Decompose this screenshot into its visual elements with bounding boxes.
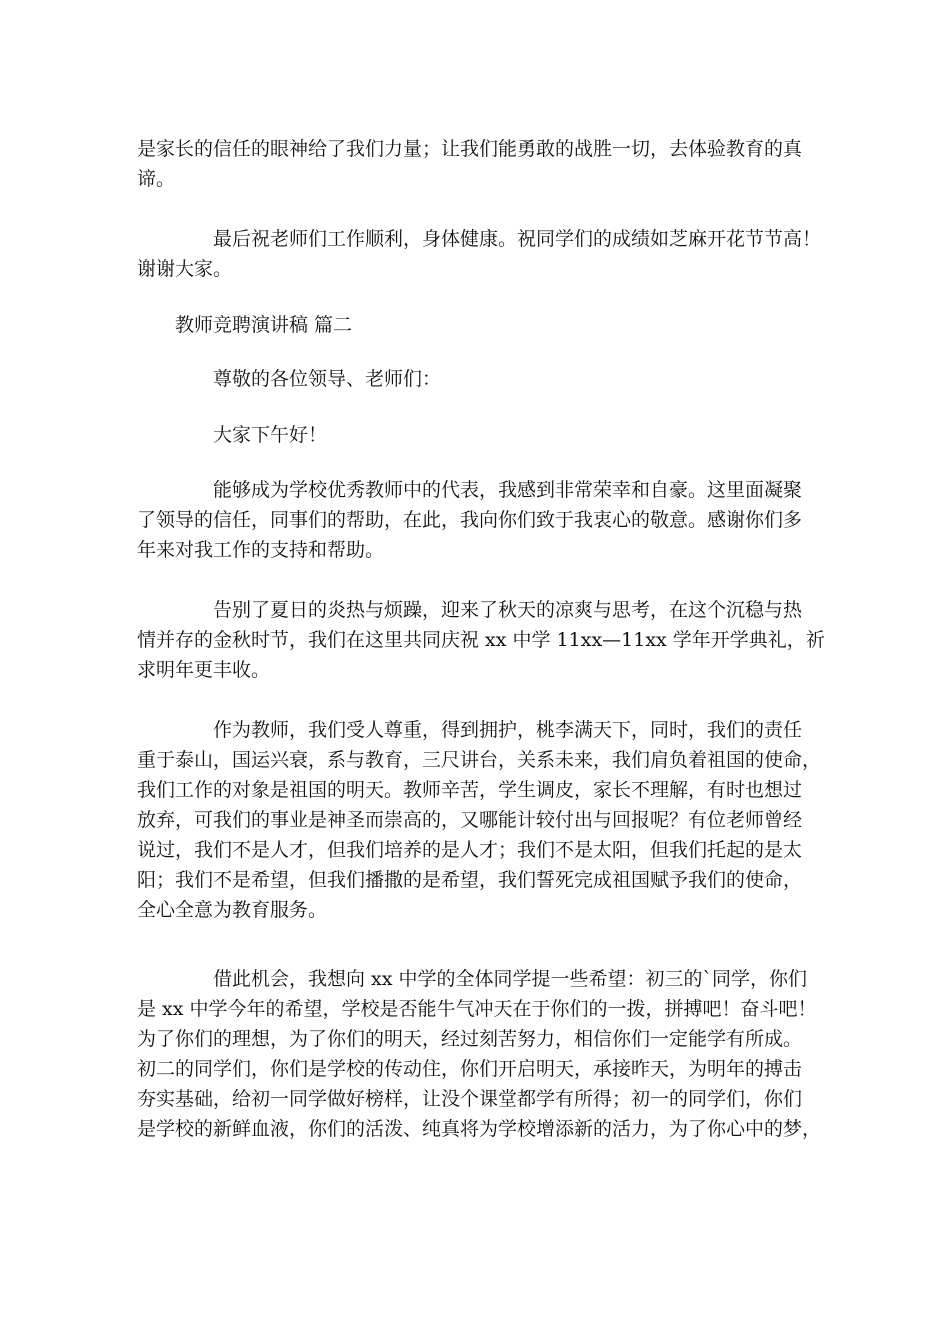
section-heading [137, 310, 817, 340]
text-line: 我们工作的对象是祖国的明天。教师辛苦，学生调皮，家长不理解，有时也想过 [137, 779, 803, 801]
paragraph-greeting [137, 420, 817, 450]
paragraph-student-hopes [137, 964, 822, 1144]
paragraph-salutation [137, 364, 817, 394]
text-line: 情并存的金秋时节，我们在这里共同庆祝 xx 中学 11xx—11xx 学年开学典礼，祈 [137, 629, 825, 651]
text-line: 尊敬的各位领导、老师们： [213, 368, 442, 390]
text-line: 年来对我工作的支持和帮助。 [137, 539, 385, 561]
text-line: 初二的同学们，你们是学校的传动住，你们开启明天，承接昨天，为明年的搏击 [137, 1058, 803, 1080]
text-line: 借此机会，我想向 xx 中学的全体同学提一些希望：初三的`同学，你们 [213, 968, 808, 990]
text-line: 能够成为学校优秀教师中的代表，我感到非常荣幸和自豪。这里面凝聚 [213, 479, 803, 501]
text-line: 为了你们的理想，为了你们的明天，经过刻苦努力，相信你们一定能学有所成。 [137, 1028, 803, 1050]
text-line: 谢谢大家。 [137, 258, 233, 280]
text-line: 重于泰山，国运兴衰，系与教育，三尺讲台，关系未来，我们肩负着祖国的使命， [137, 749, 822, 771]
text-line: 夯实基础，给初一同学做好榜样，让没个课堂都学有所得；初一的同学们，你们 [137, 1088, 803, 1110]
text-line: 最后祝老师们工作顺利，身体健康。祝同学们的成绩如芝麻开花节节高！ [213, 228, 822, 250]
text-line: 谛。 [137, 168, 176, 190]
text-line: 告别了夏日的炎热与烦躁，迎来了秋天的凉爽与思考，在这个沉稳与热 [213, 599, 803, 621]
paragraph-closing-thanks [137, 134, 817, 194]
text-line: 是家长的信任的眼神给了我们力量；让我们能勇敢的战胜一切，去体验教育的真 [137, 138, 803, 160]
paragraph-closing-wishes [137, 224, 822, 284]
text-line: 求明年更丰收。 [137, 659, 271, 681]
text-line: 了领导的信任，同事们的帮助，在此，我向你们致于我衷心的敬意。感谢你们多 [137, 509, 803, 531]
text-line: 是 xx 中学今年的希望，学校是否能牛气冲天在于你们的一拨，拼搏吧！奋斗吧！ [137, 998, 817, 1020]
section-title: 教师竞聘演讲稿 篇二 [175, 314, 353, 336]
paragraph-honor [137, 475, 817, 565]
text-line: 是学校的新鲜血液，你们的活泼、纯真将为学校增添新的活力，为了你心中的梦， [137, 1118, 822, 1140]
text-line: 大家下午好！ [213, 424, 328, 446]
text-line: 阳；我们不是希望，但我们播撒的是希望，我们誓死完成祖国赋予我们的使命， [137, 869, 803, 891]
text-line: 全心全意为教育服务。 [137, 899, 328, 921]
text-line: 作为教师，我们受人尊重，得到拥护，桃李满天下，同时，我们的责任 [213, 719, 803, 741]
text-line: 说过，我们不是人才，但我们培养的是人才；我们不是太阳，但我们托起的是太 [137, 839, 803, 861]
paragraph-autumn [137, 595, 825, 685]
paragraph-teacher-mission [137, 715, 822, 925]
text-line: 放弃，可我们的事业是神圣而崇高的，又哪能计较付出与回报呢？有位老师曾经 [137, 809, 803, 831]
